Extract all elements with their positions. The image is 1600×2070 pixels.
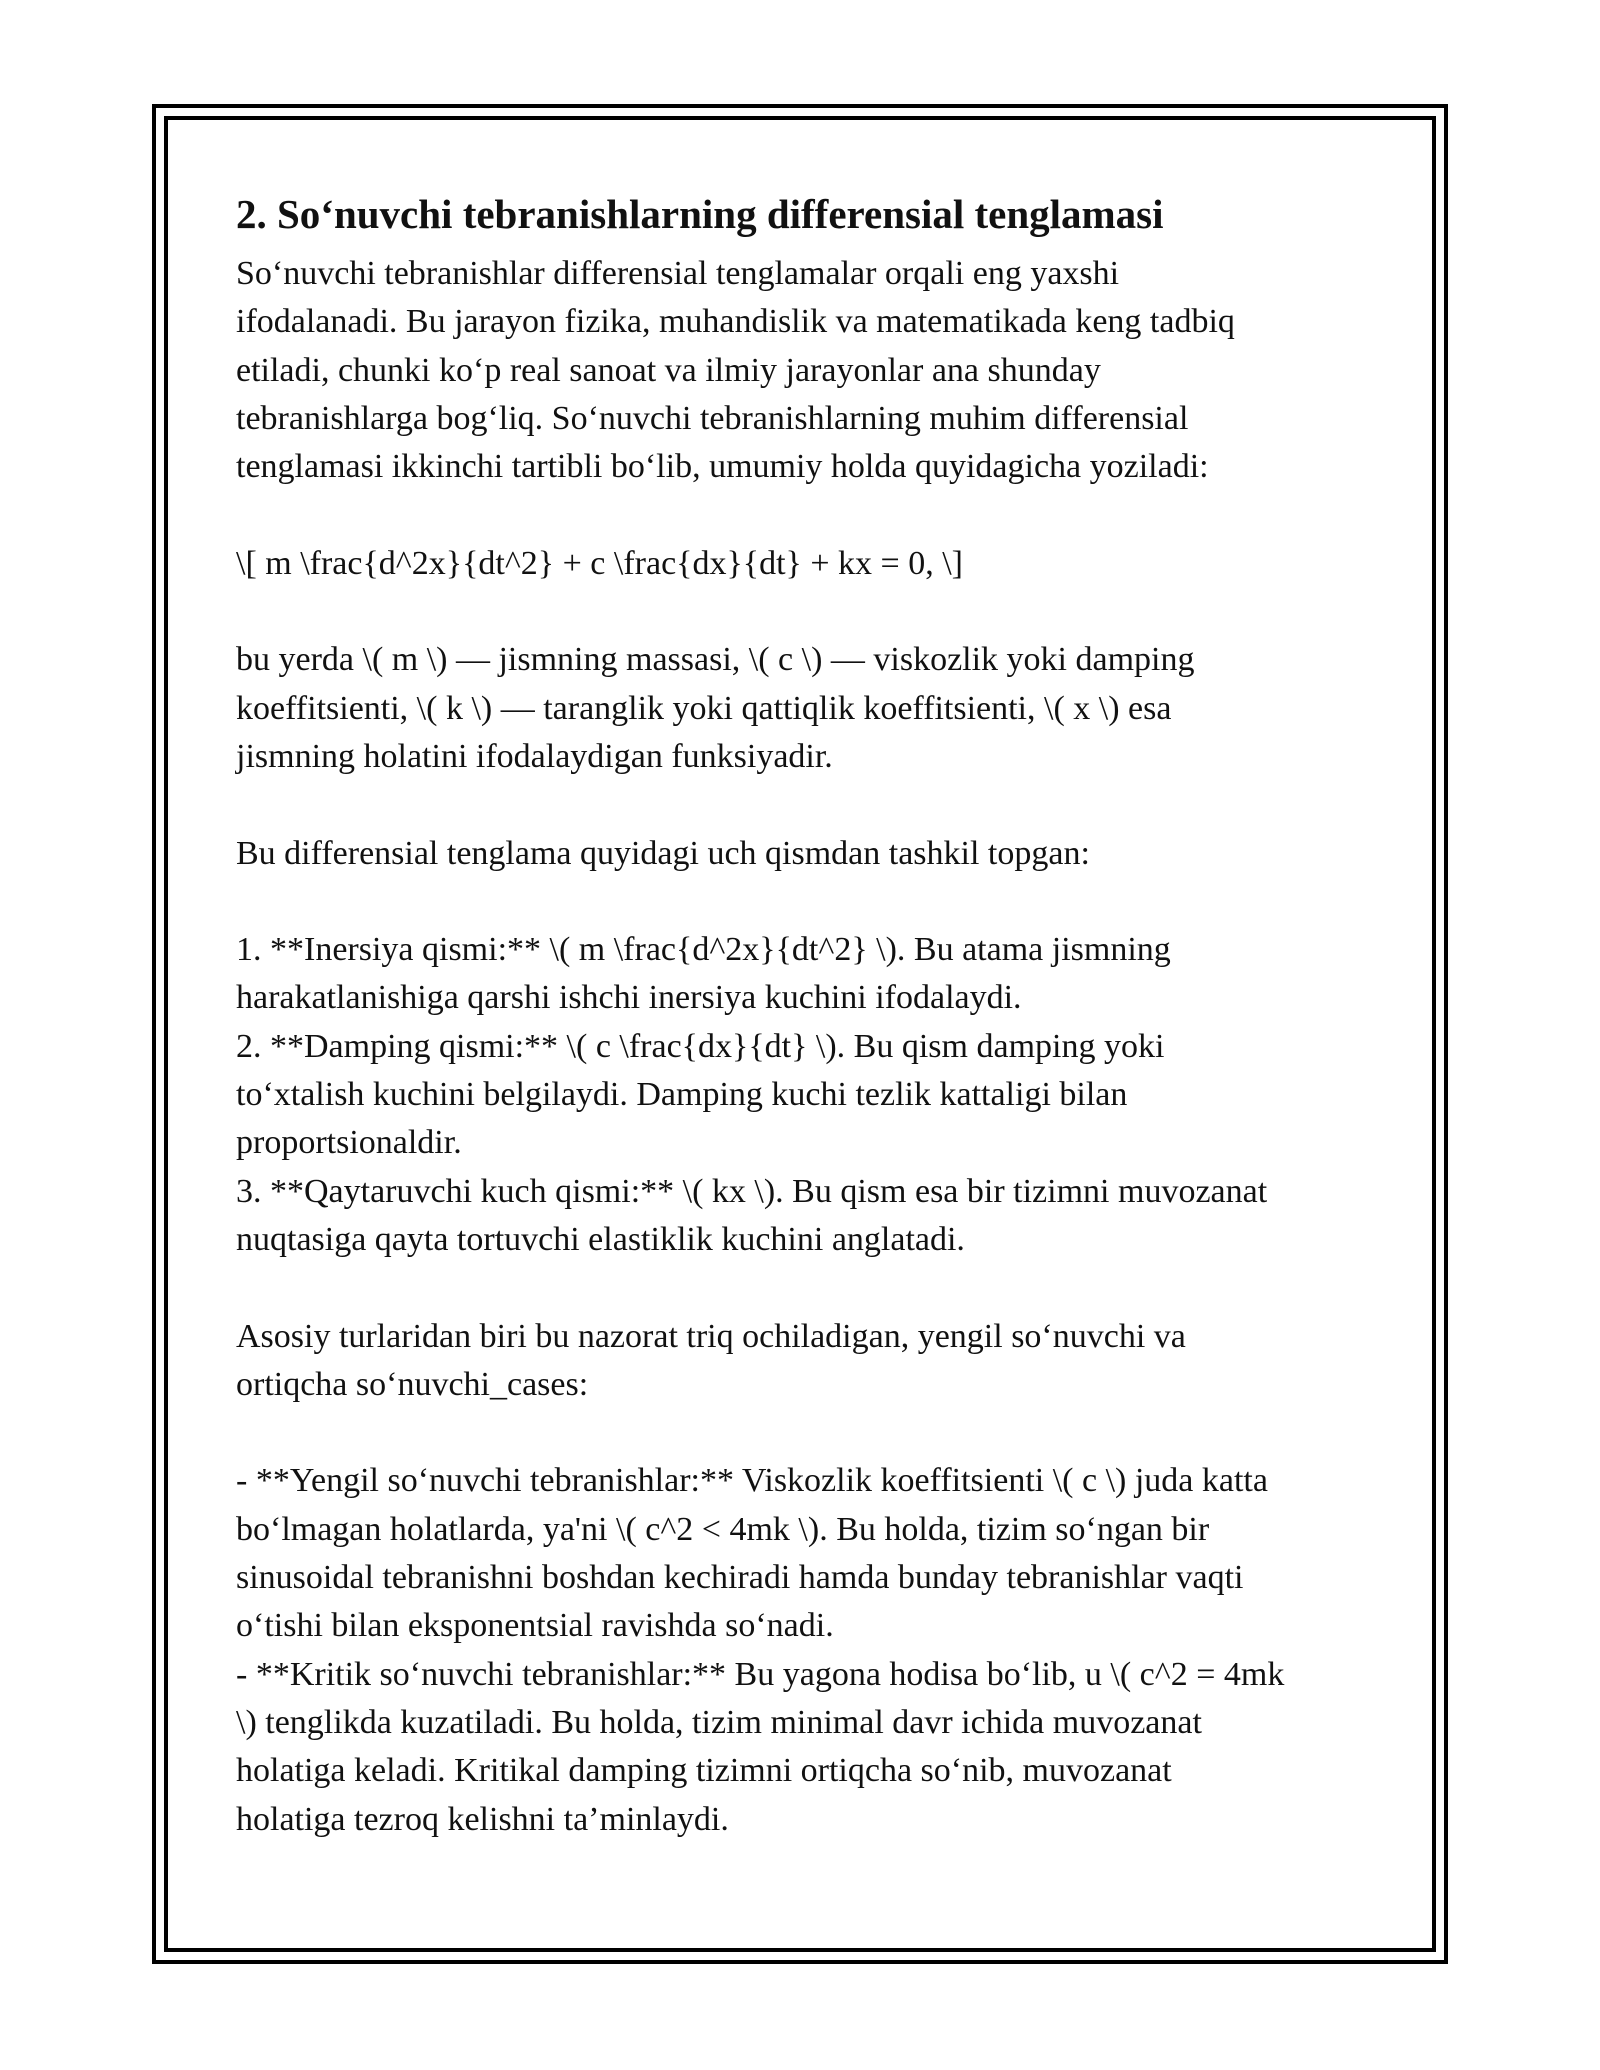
list-item-line: 3. **Qaytaruvchi kuch qismi:** \( kx \). Bu qism esa bir tizimni muvozanat (236, 1172, 1268, 1210)
document-body (236, 184, 1386, 1844)
list-item-line: to‘xtalish kuchini belgilaydi. Damping kuchi tezlik kattaligi bilan (236, 1076, 1128, 1114)
list-item-line: 2. **Damping qismi:** \( c \frac{dx}{dt} \). Bu qism damping yoki (236, 1027, 1165, 1065)
paragraph-gap (236, 1409, 1386, 1457)
list-item-line: holatiga tezroq kelishni ta’minlaydi. (236, 1800, 729, 1838)
list-item-line: \) tenglikda kuzatiladi. Bu holda, tizim minimal davr ichida muvozanat (236, 1703, 1202, 1741)
paragraph-gap (236, 878, 1386, 926)
text-line: ortiqcha so‘nuvchi_cases: (236, 1365, 589, 1403)
paragraph-gap (236, 781, 1386, 829)
section-heading: 2. So‘nuvchi tebranishlarning differensial tenglamasi (236, 191, 1164, 237)
parts-list (236, 926, 1386, 1264)
text-line: Asosiy turlaridan biri bu nazorat triq ochiladigan, yengil so‘nuvchi va (236, 1317, 1186, 1355)
text-line: koeffitsienti, \( k \) — taranglik yoki qattiqlik koeffitsienti, \( x \) esa (236, 689, 1172, 727)
list-item-line: bo‘lmagan holatlarda, ya'ni \( c^2 < 4mk \). Bu holda, tizim so‘ngan bir (236, 1510, 1210, 1548)
list-item-line: - **Kritik so‘nuvchi tebranishlar:** Bu yagona hodisa bo‘lib, u \( c^2 = 4mk (236, 1655, 1285, 1693)
text-line: bu yerda \( m \) — jismning massasi, \( c \) — viskozlik yoki damping (236, 641, 1195, 679)
definition-paragraph (236, 636, 1386, 781)
list-item-line: 1. **Inersiya qismi:** \( m \frac{d^2x}{dt^2} \). Bu atama jismning (236, 931, 1171, 969)
list-item-line: nuqtasiga qayta tortuvchi elastiklik kuchini anglatadi. (236, 1220, 965, 1258)
intro-paragraph (236, 250, 1386, 491)
list-item-line: o‘tishi bilan eksponentsial ravishda so‘nadi. (236, 1607, 834, 1645)
text-line: ifodalanadi. Bu jarayon fizika, muhandislik va matematikada keng tadbiq (236, 303, 1235, 341)
equation-line: \[ m \frac{d^2x}{dt^2} + c \frac{dx}{dt} + kx = 0, \] (236, 544, 963, 582)
parts-intro: Bu differensial tenglama quyidagi uch qismdan tashkil topgan: (236, 834, 1090, 872)
text-line: jismning holatini ifodalaydigan funksiyadir. (236, 737, 833, 775)
types-paragraph (236, 1313, 1386, 1410)
text-line: tebranishlarga bog‘liq. So‘nuvchi tebranishlarning muhim differensial (236, 399, 1189, 437)
list-item-line: holatiga keladi. Kritikal damping tizimni ortiqcha so‘nib, muvozanat (236, 1752, 1172, 1790)
text-line: tenglamasi ikkinchi tartibli bo‘lib, umumiy holda quyidagicha yoziladi: (236, 448, 1209, 486)
cases-list (236, 1457, 1386, 1843)
list-item-line: - **Yengil so‘nuvchi tebranishlar:** Viskozlik koeffitsienti \( c \) juda katta (236, 1462, 1268, 1500)
paragraph-gap (236, 491, 1386, 539)
text-line: So‘nuvchi tebranishlar differensial tenglamalar orqali eng yaxshi (236, 255, 1120, 292)
list-item-line: harakatlanishiga qarshi ishchi inersiya kuchini ifodalaydi. (236, 979, 1022, 1017)
paragraph-gap (236, 1264, 1386, 1312)
list-item-line: proportsionaldir. (236, 1124, 462, 1162)
list-item-line: sinusoidal tebranishni boshdan kechiradi hamda bunday tebranishlar vaqti (236, 1559, 1244, 1597)
text-line: etiladi, chunki ko‘p real sanoat va ilmiy jarayonlar ana shunday (236, 351, 1101, 389)
paragraph-gap (236, 588, 1386, 636)
